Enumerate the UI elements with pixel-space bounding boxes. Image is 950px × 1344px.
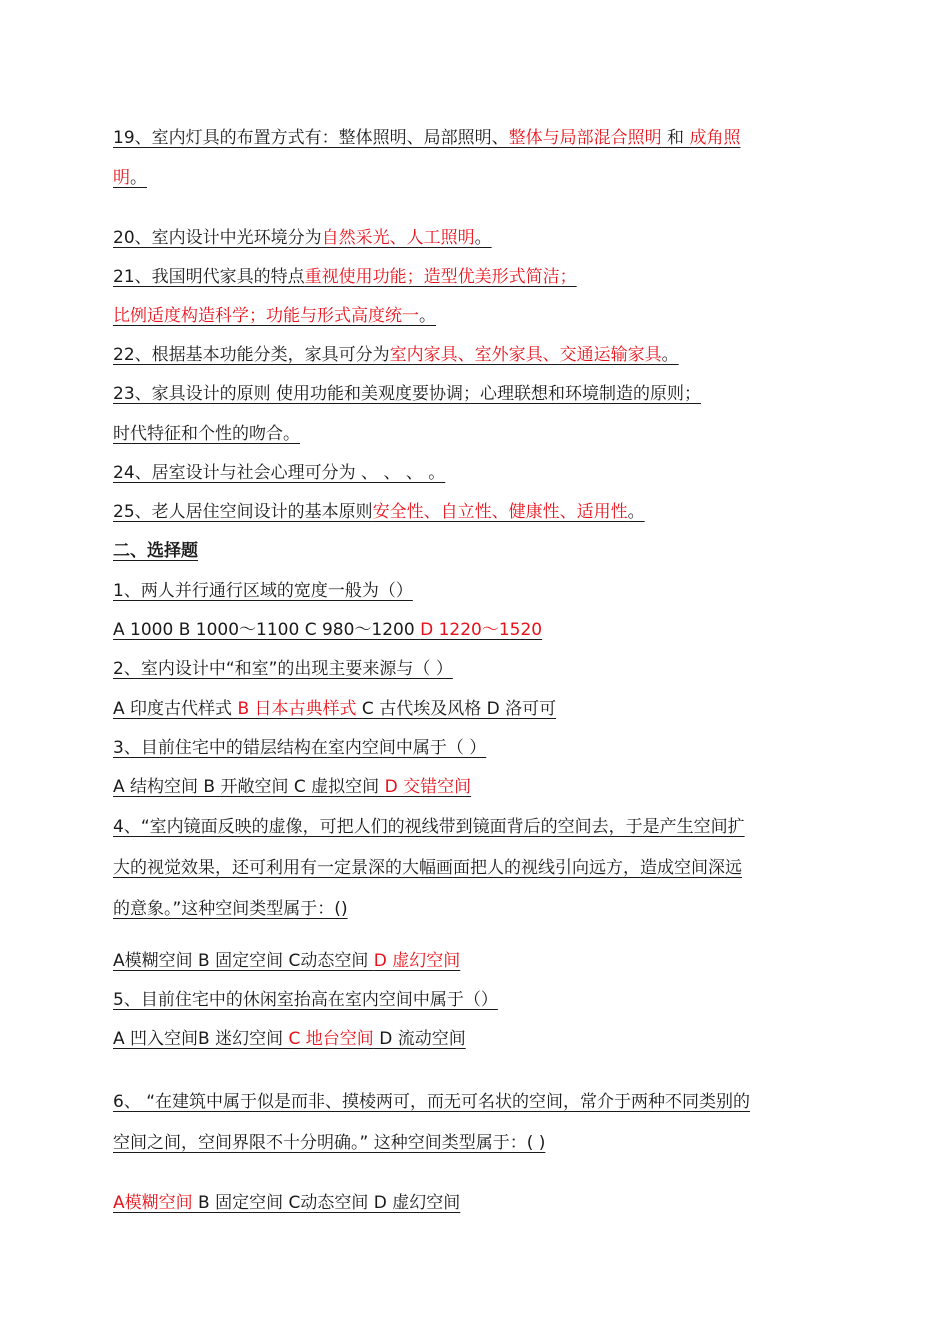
answer-text: 安全性、自立性、健康性、适用性 (372, 502, 628, 522)
answer-text: 比例适度构造科学；功能与形式高度统一 (113, 306, 419, 326)
question-text: C 古代埃及风格 D 洛可可 (356, 699, 557, 719)
question-text: A 结构空间 B 开敞空间 C 虚拟空间 (113, 777, 385, 797)
text-line (113, 422, 300, 446)
text-line (113, 1090, 750, 1114)
answer-text: 整体与局部混合照明 (508, 128, 662, 148)
text-line (113, 500, 645, 524)
question-text: 。 (627, 502, 645, 522)
text-line (113, 1131, 545, 1155)
text-line (113, 166, 147, 190)
text-line (113, 1191, 460, 1215)
question-text: D 流动空间 (373, 1029, 466, 1049)
question-text: 5、目前住宅中的休闲室抬高在室内空间中属于（） (113, 990, 498, 1010)
question-text: 。 (661, 345, 679, 365)
question-text: A 凹入空间B 迷幻空间 (113, 1029, 289, 1049)
answer-text: B 日本古典样式 (237, 699, 357, 719)
question-text: 21、我国明代家具的特点 (113, 267, 305, 287)
text-line (113, 126, 740, 150)
text-line (113, 856, 742, 880)
text-line (113, 579, 413, 603)
answer-text: 明 (113, 168, 130, 188)
text-line (113, 815, 745, 839)
question-text: 25、老人居住空间设计的基本原则 (113, 502, 373, 522)
question-text: 24、居室设计与社会心理可分为 、 、 、 。 (113, 463, 446, 483)
text-line (113, 949, 460, 973)
text-line (113, 226, 492, 250)
question-text: 的意象。”这种空间类型属于：() (113, 899, 348, 919)
answer-text: D 交错空间 (384, 777, 472, 797)
question-text: B 固定空间 C动态空间 D 虚幻空间 (198, 1193, 461, 1213)
answer-text: D 虚幻空间 (373, 951, 461, 971)
answer-text: 重视使用功能；造型优美形式简洁； (304, 267, 577, 287)
question-text: 23、家具设计的原则 使用功能和美观度要协调；心理联想和环境制造的原则； (113, 384, 702, 404)
question-text: 。 (419, 306, 436, 326)
text-line (113, 697, 556, 721)
question-text: 和 (661, 128, 690, 148)
question-text: 4、“室内镜面反映的虚像，可把人们的视线带到镜面背后的空间去，于是产生空间扩 (113, 817, 745, 837)
text-line (113, 657, 453, 681)
text-line (113, 618, 542, 642)
text-line (113, 1027, 466, 1051)
question-text: 19、室内灯具的布置方式有：整体照明、局部照明、 (113, 128, 509, 148)
text-line (113, 343, 679, 367)
section-heading (113, 539, 198, 563)
question-text: 3、目前住宅中的错层结构在室内空间中属于（ ） (113, 738, 487, 758)
text-line (113, 775, 471, 799)
text-line (113, 736, 486, 760)
answer-text: C 地台空间 (288, 1029, 374, 1049)
question-text: 。 (130, 168, 147, 188)
text-line (113, 988, 498, 1012)
text-line (113, 382, 701, 406)
question-text: 2、室内设计中“和室”的出现主要来源与（ ） (113, 659, 453, 679)
question-text: 6、 “在建筑中属于似是而非、摸棱两可，而无可名状的空间，常介于两种不同类别的 (113, 1092, 751, 1112)
question-text: A 印度古代样式 (113, 699, 238, 719)
question-text: 20、室内设计中光环境分为 (113, 228, 322, 248)
text-line (113, 897, 348, 921)
question-text: 1、两人并行通行区域的宽度一般为（） (113, 581, 413, 601)
question-text: 。 (474, 228, 492, 248)
text-line (113, 265, 577, 289)
answer-text: 室内家具、室外家具、交通运输家具 (389, 345, 662, 365)
answer-text: 成角照 (689, 128, 741, 148)
text-line (113, 461, 445, 485)
answer-text: A模糊空间 (113, 1193, 199, 1213)
question-text: 二、选择题 (113, 541, 198, 561)
question-text: 时代特征和个性的吻合。 (113, 424, 300, 444)
text-line (113, 304, 436, 328)
question-text: 空间之间，空间界限不十分明确。” 这种空间类型属于：( ) (113, 1133, 546, 1153)
question-text: 大的视觉效果，还可利用有一定景深的大幅画面把人的视线引向远方，造成空间深远 (113, 858, 742, 878)
question-text: A 1000 B 1000～1100 C 980～1200 (113, 620, 421, 640)
answer-text: 自然采光、人工照明 (321, 228, 475, 248)
question-text: A模糊空间 B 固定空间 C动态空间 (113, 951, 374, 971)
answer-text: D 1220～1520 (420, 620, 543, 640)
question-text: 22、根据基本功能分类，家具可分为 (113, 345, 390, 365)
